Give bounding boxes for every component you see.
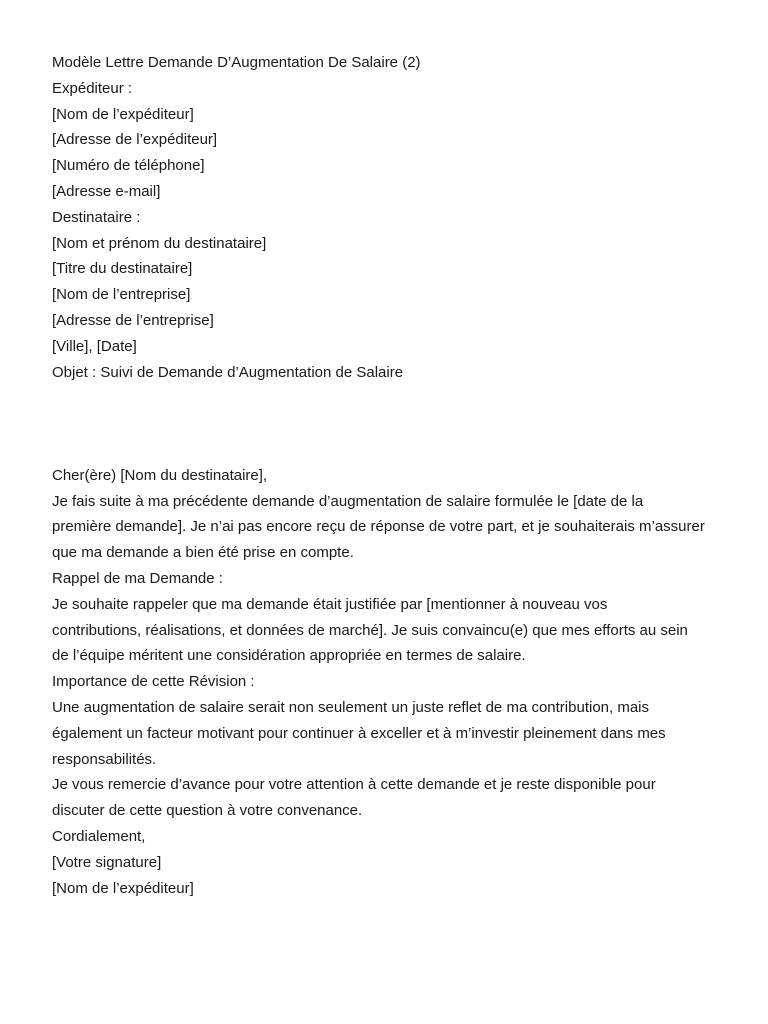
signature-placeholder: [Votre signature] xyxy=(52,853,162,871)
company-address: [Adresse de l’entreprise] xyxy=(52,311,214,329)
intro-line: première demande]. Je n’ai pas encore reçu de réponse de votre part, et je souhaiterais m’assurer xyxy=(52,518,705,536)
section-heading-reminder: Rappel de ma Demande : xyxy=(52,569,223,587)
closing-line: Je vous remercie d’avance pour votre attention à cette demande et je reste disponible pour xyxy=(52,776,656,794)
sender-name: [Nom de l’expéditeur] xyxy=(52,105,194,123)
section-heading-importance: Importance de cette Révision : xyxy=(52,673,255,691)
sender-heading: Expéditeur : xyxy=(52,79,133,97)
sender-email: [Adresse e-mail] xyxy=(52,182,161,200)
reminder-line: contributions, réalisations, et données de marché]. Je suis convaincu(e) que mes efforts au sein xyxy=(52,621,688,639)
signature-name: [Nom de l’expéditeur] xyxy=(52,879,194,897)
recipient-title: [Titre du destinataire] xyxy=(52,260,193,278)
document-title: Modèle Lettre Demande D’Augmentation De Salaire (2) xyxy=(52,54,421,71)
recipient-heading: Destinataire : xyxy=(52,208,141,226)
intro-line: que ma demande a bien été prise en compte. xyxy=(52,544,354,562)
signoff: Cordialement, xyxy=(52,827,146,845)
letter-page xyxy=(52,50,732,901)
sender-address: [Adresse de l’expéditeur] xyxy=(52,131,218,149)
reminder-line: Je souhaite rappeler que ma demande était justifiée par [mentionner à nouveau vos xyxy=(52,595,608,613)
importance-line: également un facteur motivant pour continuer à exceller et à m’investir pleinement dans mes xyxy=(52,724,666,742)
closing-line: discuter de cette question à votre convenance. xyxy=(52,802,363,820)
intro-line: Je fais suite à ma précédente demande d’augmentation de salaire formulée le [date de la xyxy=(52,492,644,510)
city-date: [Ville], [Date] xyxy=(52,337,137,355)
reminder-line: de l’équipe méritent une considération appropriée en termes de salaire. xyxy=(52,647,526,665)
recipient-name: [Nom et prénom du destinataire] xyxy=(52,234,267,252)
importance-line: responsabilités. xyxy=(52,750,157,768)
sender-phone: [Numéro de téléphone] xyxy=(52,157,205,175)
subject-line: Objet : Suivi de Demande d’Augmentation de Salaire xyxy=(52,363,404,381)
salutation: Cher(ère) [Nom du destinataire], xyxy=(52,466,268,484)
blank-space xyxy=(52,385,732,462)
company-name: [Nom de l’entreprise] xyxy=(52,286,191,304)
importance-line: Une augmentation de salaire serait non seulement un juste reflet de ma contribution, mais xyxy=(52,698,650,716)
